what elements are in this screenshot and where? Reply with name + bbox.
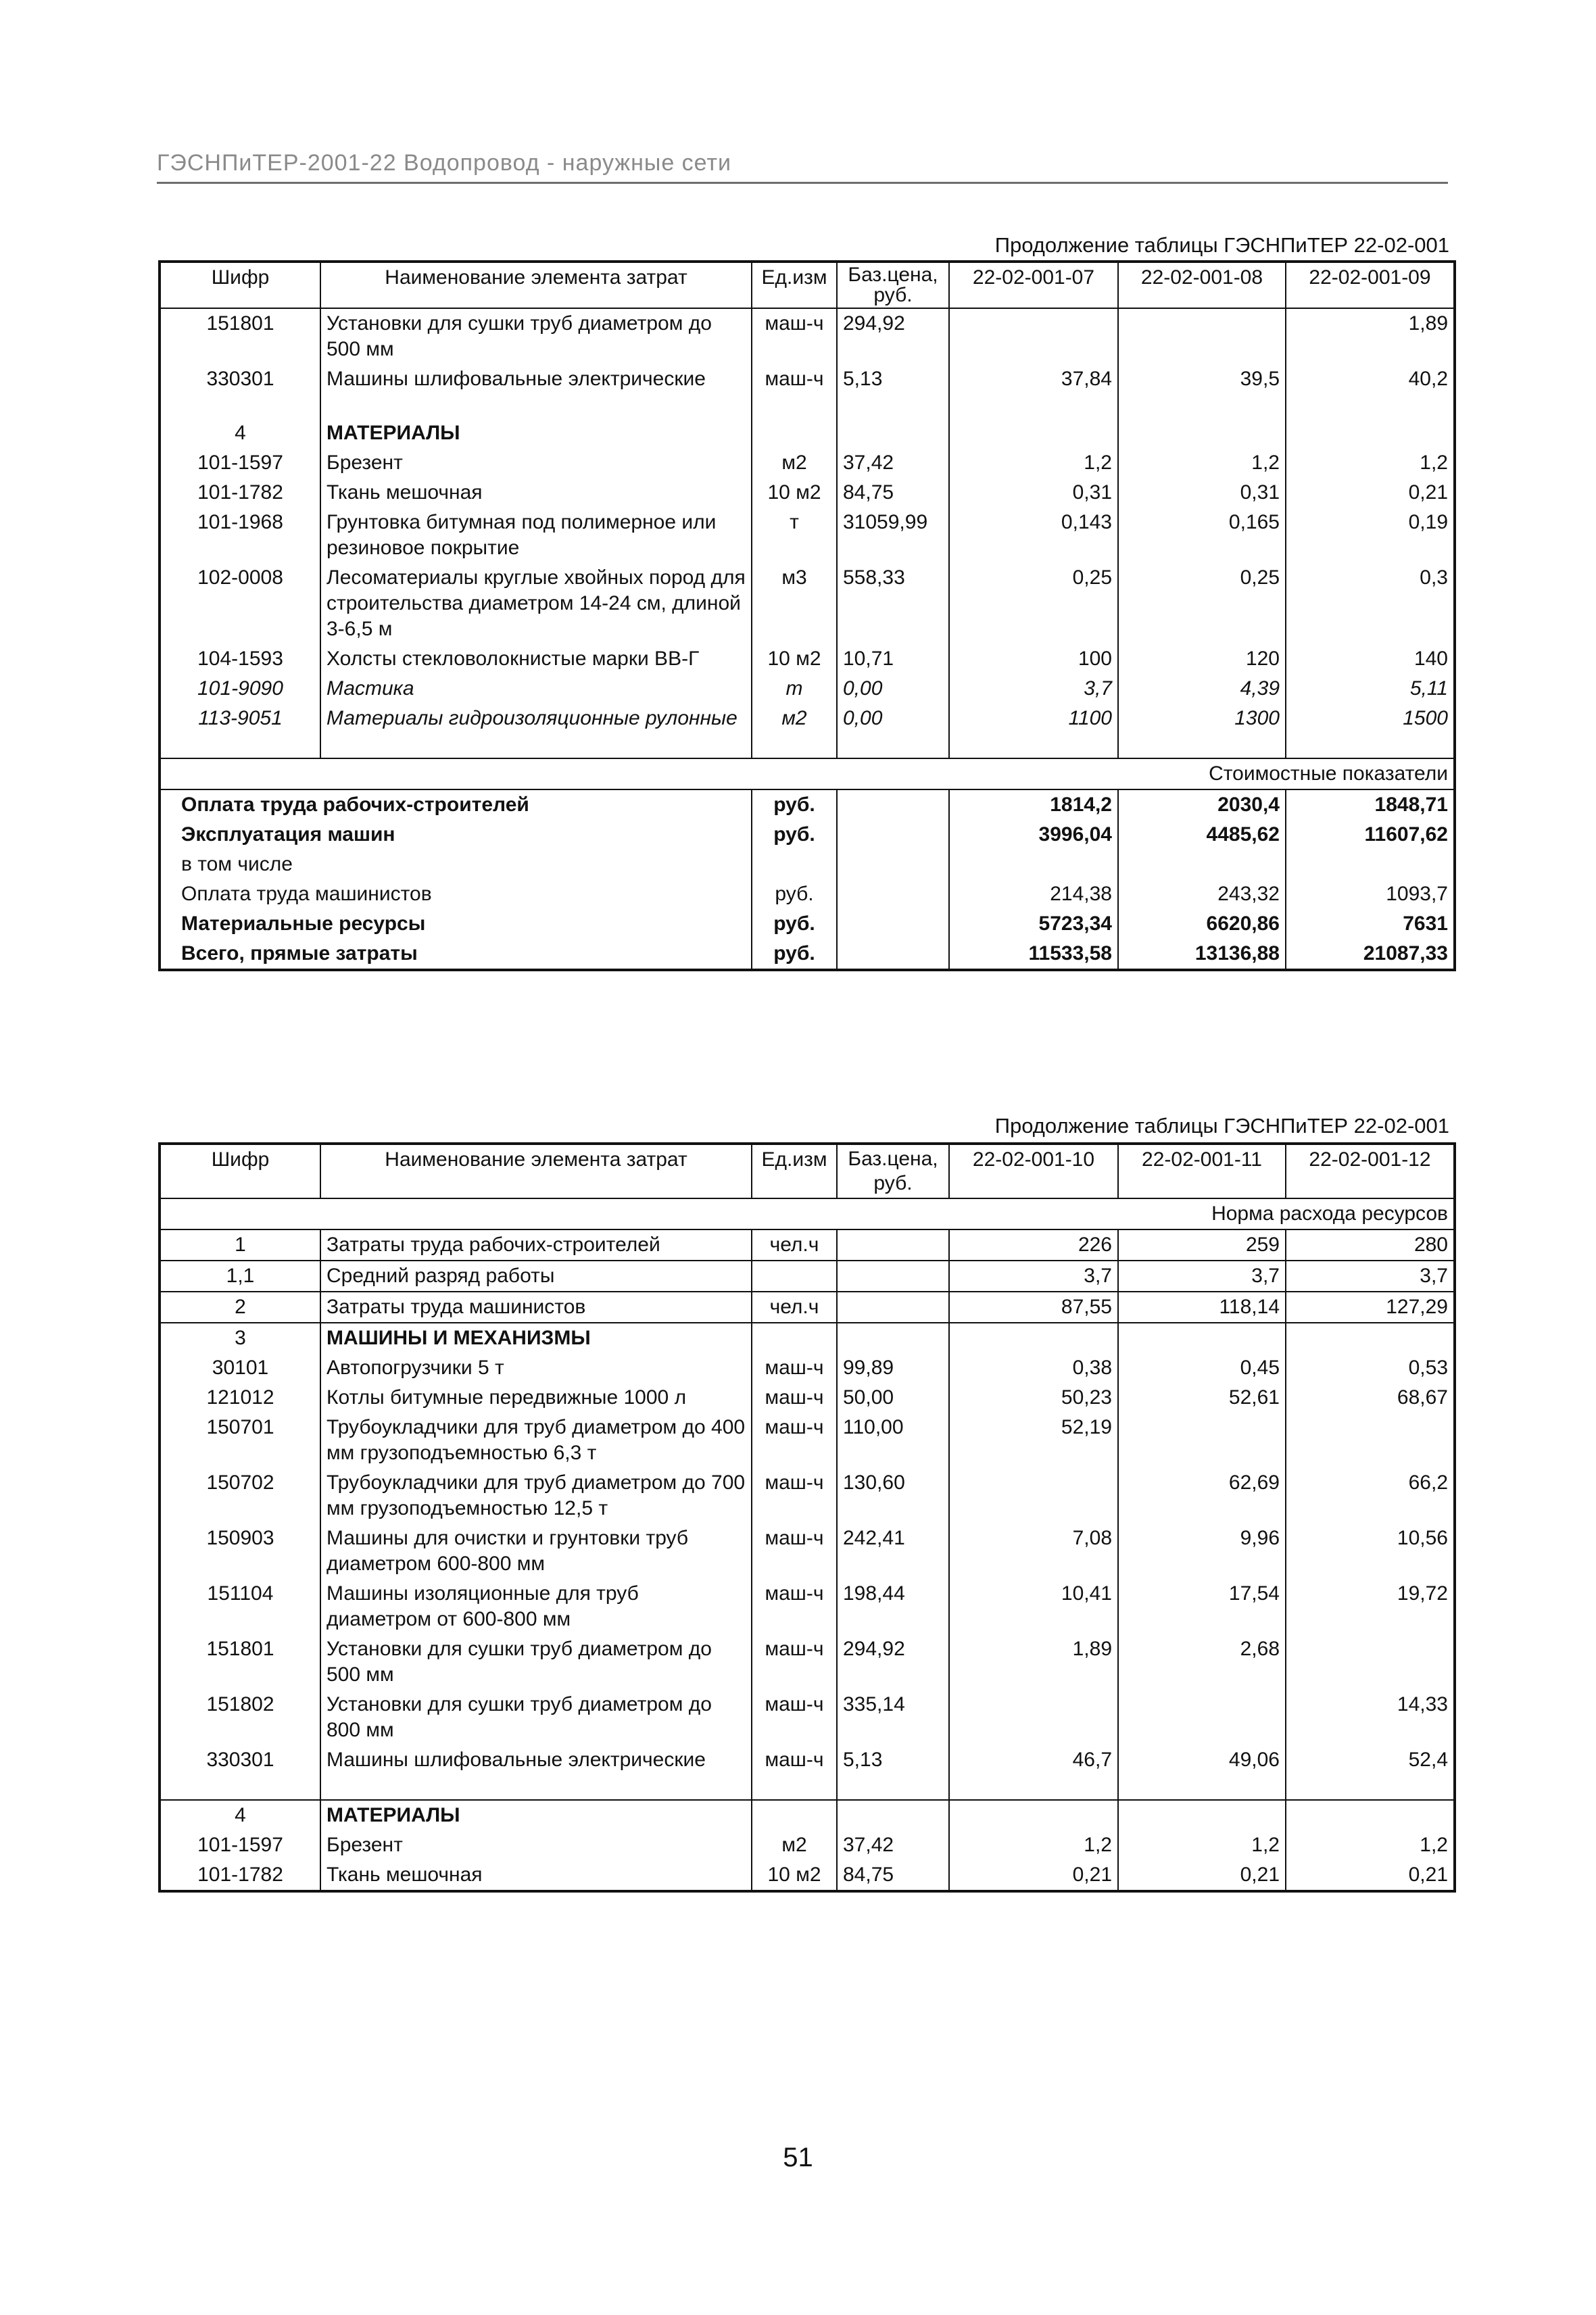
base-price: 242,41 bbox=[837, 1524, 949, 1579]
table-row bbox=[160, 1579, 1455, 1634]
section-code: 3 bbox=[160, 1323, 320, 1353]
base-price: 0,00 bbox=[837, 674, 949, 704]
value-col-3: 19,72 bbox=[1286, 1579, 1455, 1634]
section-row bbox=[160, 1323, 1455, 1353]
value-col-2: 3,7 bbox=[1118, 1261, 1286, 1292]
base-price: 558,33 bbox=[837, 563, 949, 644]
base-price: 198,44 bbox=[837, 1579, 949, 1634]
resource-name: Средний разряд работы bbox=[320, 1261, 752, 1292]
resource-unit bbox=[752, 1261, 837, 1292]
resource-name: Лесоматериалы круглые хвойных пород для строительства диаметром 14-24 см, длиной 3-6,5 м bbox=[320, 563, 752, 644]
value-col-3: 10,56 bbox=[1286, 1524, 1455, 1579]
empty-price bbox=[837, 939, 949, 970]
resource-name: Затраты труда машинистов bbox=[320, 1292, 752, 1323]
section-code: 4 bbox=[160, 418, 320, 448]
value-col-1: 100 bbox=[949, 644, 1118, 674]
col-header: Наименование элемента затрат bbox=[320, 262, 752, 308]
value-col-2: 17,54 bbox=[1118, 1579, 1286, 1634]
col-header: 22-02-001-07 bbox=[949, 262, 1118, 308]
base-price: 37,42 bbox=[837, 1830, 949, 1860]
resource-code: 101-9090 bbox=[160, 674, 320, 704]
col-header: Наименование элемента затрат bbox=[320, 1144, 752, 1198]
resource-name: Трубоукладчики для труб диаметром до 400 мм грузоподъемностью 6,3 т bbox=[320, 1413, 752, 1468]
resource-unit: маш-ч bbox=[752, 1524, 837, 1579]
empty-price bbox=[837, 789, 949, 820]
table-row bbox=[160, 364, 1455, 394]
summary-label: Всего, прямые затраты bbox=[160, 939, 752, 970]
empty-price bbox=[837, 820, 949, 850]
resource-unit: маш-ч bbox=[752, 1383, 837, 1413]
table-row bbox=[160, 478, 1455, 508]
resource-code: 121012 bbox=[160, 1383, 320, 1413]
value-col-1: 1100 bbox=[949, 704, 1118, 733]
resource-code: 113-9051 bbox=[160, 704, 320, 733]
resource-name: Ткань мешочная bbox=[320, 478, 752, 508]
value-col-2: 0,21 bbox=[1118, 1860, 1286, 1891]
summary-row bbox=[160, 879, 1455, 909]
summary-row bbox=[160, 789, 1455, 820]
value-col-1: 7,08 bbox=[949, 1524, 1118, 1579]
resource-unit: м2 bbox=[752, 1830, 837, 1860]
value-col-1: 1,2 bbox=[949, 1830, 1118, 1860]
page-header: ГЭСНПиТЕР-2001-22 Водопровод - наружные сети bbox=[157, 150, 1448, 184]
value-col-3: 68,67 bbox=[1286, 1383, 1455, 1413]
summary-row bbox=[160, 909, 1455, 939]
col-header: Ед.изм bbox=[752, 1144, 837, 1198]
value-col-1: 0,143 bbox=[949, 508, 1118, 563]
summary-unit: руб. bbox=[752, 939, 837, 970]
table-row bbox=[160, 1860, 1455, 1891]
resource-code: 101-1597 bbox=[160, 1830, 320, 1860]
spacer-row bbox=[160, 733, 1455, 758]
resource-unit: м3 bbox=[752, 563, 837, 644]
value-col-3: 1848,71 bbox=[1286, 789, 1455, 820]
table-row bbox=[160, 1634, 1455, 1690]
value-col-1: 0,38 bbox=[949, 1353, 1118, 1383]
value-col-2: 2030,4 bbox=[1118, 789, 1286, 820]
value-col-1: 11533,58 bbox=[949, 939, 1118, 970]
value-col-2: 0,31 bbox=[1118, 478, 1286, 508]
value-col-2: 4,39 bbox=[1118, 674, 1286, 704]
value-col-3 bbox=[1286, 1634, 1455, 1690]
resource-code: 101-1782 bbox=[160, 478, 320, 508]
base-price: 84,75 bbox=[837, 1860, 949, 1891]
value-col-3: 1,2 bbox=[1286, 448, 1455, 478]
resource-code: 151801 bbox=[160, 1634, 320, 1690]
value-col-2: 6620,86 bbox=[1118, 909, 1286, 939]
resource-code: 151801 bbox=[160, 308, 320, 364]
cost-indicators-row bbox=[160, 758, 1455, 789]
resource-unit: маш-ч bbox=[752, 1634, 837, 1690]
table-row bbox=[160, 1745, 1455, 1775]
resource-name: Машины изоляционные для труб диаметром от 600-800 мм bbox=[320, 1579, 752, 1634]
section-title: МАТЕРИАЛЫ bbox=[320, 1800, 752, 1830]
resource-unit: 10 м2 bbox=[752, 1860, 837, 1891]
table2-continuation: Продолжение таблицы ГЭСНПиТЕР 22-02-001 bbox=[994, 1114, 1449, 1138]
col-header: 22-02-001-11 bbox=[1118, 1144, 1286, 1198]
resource-name: Установки для сушки труб диаметром до 500 мм bbox=[320, 1634, 752, 1690]
resource-name: Грунтовка битумная под полимерное или резиновое покрытие bbox=[320, 508, 752, 563]
value-col-3: 21087,33 bbox=[1286, 939, 1455, 970]
value-col-1: 3,7 bbox=[949, 674, 1118, 704]
section-title: МАТЕРИАЛЫ bbox=[320, 418, 752, 448]
table1-header-row bbox=[160, 262, 1455, 308]
value-col-2: 0,165 bbox=[1118, 508, 1286, 563]
resource-code: 30101 bbox=[160, 1353, 320, 1383]
resource-name: Брезент bbox=[320, 448, 752, 478]
value-col-2 bbox=[1118, 1690, 1286, 1745]
resource-unit: маш-ч bbox=[752, 1468, 837, 1524]
resource-name: Машины для очистки и грунтовки труб диаметром 600-800 мм bbox=[320, 1524, 752, 1579]
value-col-3: 0,21 bbox=[1286, 478, 1455, 508]
resource-name: Котлы битумные передвижные 1000 л bbox=[320, 1383, 752, 1413]
table-row bbox=[160, 1229, 1455, 1261]
value-col-2 bbox=[1118, 850, 1286, 879]
resource-unit: чел.ч bbox=[752, 1292, 837, 1323]
resource-unit: маш-ч bbox=[752, 364, 837, 394]
value-col-1 bbox=[949, 308, 1118, 364]
empty-price bbox=[837, 850, 949, 879]
resource-unit: т bbox=[752, 508, 837, 563]
value-col-3 bbox=[1286, 1413, 1455, 1468]
table-row bbox=[160, 508, 1455, 563]
resource-unit: м2 bbox=[752, 704, 837, 733]
resource-name: Затраты труда рабочих-строителей bbox=[320, 1229, 752, 1261]
resource-name: Установки для сушки труб диаметром до 500 мм bbox=[320, 308, 752, 364]
section-row bbox=[160, 1800, 1455, 1830]
table-row bbox=[160, 704, 1455, 733]
value-col-3: 1093,7 bbox=[1286, 879, 1455, 909]
resource-code: 104-1593 bbox=[160, 644, 320, 674]
value-col-1: 1814,2 bbox=[949, 789, 1118, 820]
value-col-2 bbox=[1118, 1413, 1286, 1468]
value-col-1: 10,41 bbox=[949, 1579, 1118, 1634]
norm-label-row bbox=[160, 1198, 1455, 1229]
norm-label: Норма расхода ресурсов bbox=[160, 1198, 1455, 1229]
base-price bbox=[837, 1229, 949, 1261]
resource-unit: 10 м2 bbox=[752, 478, 837, 508]
col-header: Баз.цена, руб. bbox=[837, 1144, 949, 1198]
table-row bbox=[160, 644, 1455, 674]
summary-row bbox=[160, 939, 1455, 970]
value-col-1: 1,89 bbox=[949, 1634, 1118, 1690]
col-header: 22-02-001-10 bbox=[949, 1144, 1118, 1198]
value-col-2: 118,14 bbox=[1118, 1292, 1286, 1323]
resource-code: 330301 bbox=[160, 364, 320, 394]
page-number: 51 bbox=[783, 2143, 813, 2172]
value-col-1 bbox=[949, 1468, 1118, 1524]
value-col-2: 2,68 bbox=[1118, 1634, 1286, 1690]
base-price: 50,00 bbox=[837, 1383, 949, 1413]
value-col-2: 9,96 bbox=[1118, 1524, 1286, 1579]
base-price: 84,75 bbox=[837, 478, 949, 508]
summary-label: Оплата труда машинистов bbox=[160, 879, 752, 909]
col-header: Баз.цена, руб. bbox=[837, 262, 949, 308]
resource-unit: маш-ч bbox=[752, 1579, 837, 1634]
summary-label: в том числе bbox=[160, 850, 752, 879]
value-col-2: 0,25 bbox=[1118, 563, 1286, 644]
resource-name: Автопогрузчики 5 т bbox=[320, 1353, 752, 1383]
spacer-row bbox=[160, 394, 1455, 418]
value-col-1: 46,7 bbox=[949, 1745, 1118, 1775]
value-col-2: 62,69 bbox=[1118, 1468, 1286, 1524]
table-row bbox=[160, 1353, 1455, 1383]
value-col-3: 1,89 bbox=[1286, 308, 1455, 364]
summary-label: Оплата труда рабочих-строителей bbox=[160, 789, 752, 820]
value-col-2: 120 bbox=[1118, 644, 1286, 674]
resource-name: Холсты стекловолокнистые марки ВВ-Г bbox=[320, 644, 752, 674]
base-price: 5,13 bbox=[837, 364, 949, 394]
col-header: 22-02-001-12 bbox=[1286, 1144, 1455, 1198]
resource-code: 101-1968 bbox=[160, 508, 320, 563]
resource-unit: маш-ч bbox=[752, 1353, 837, 1383]
resource-code: 102-0008 bbox=[160, 563, 320, 644]
value-col-2: 13136,88 bbox=[1118, 939, 1286, 970]
value-col-1: 3996,04 bbox=[949, 820, 1118, 850]
summary-label: Материальные ресурсы bbox=[160, 909, 752, 939]
table-row bbox=[160, 1413, 1455, 1468]
table2-header-row bbox=[160, 1144, 1455, 1198]
table1-continuation: Продолжение таблицы ГЭСНПиТЕР 22-02-001 bbox=[994, 233, 1449, 257]
value-col-3: 11607,62 bbox=[1286, 820, 1455, 850]
resource-code: 101-1782 bbox=[160, 1860, 320, 1891]
resource-unit: маш-ч bbox=[752, 1745, 837, 1775]
table-row bbox=[160, 1261, 1455, 1292]
value-col-2 bbox=[1118, 308, 1286, 364]
table-row bbox=[160, 308, 1455, 364]
resource-name: Брезент bbox=[320, 1830, 752, 1860]
resource-code: 150903 bbox=[160, 1524, 320, 1579]
empty-price bbox=[837, 909, 949, 939]
value-col-3: 14,33 bbox=[1286, 1690, 1455, 1745]
summary-unit: руб. bbox=[752, 879, 837, 909]
base-price: 37,42 bbox=[837, 448, 949, 478]
table-row bbox=[160, 1383, 1455, 1413]
value-col-3: 5,11 bbox=[1286, 674, 1455, 704]
base-price: 335,14 bbox=[837, 1690, 949, 1745]
value-col-1: 0,31 bbox=[949, 478, 1118, 508]
value-col-3: 52,4 bbox=[1286, 1745, 1455, 1775]
value-col-1 bbox=[949, 850, 1118, 879]
value-col-3: 280 bbox=[1286, 1229, 1455, 1261]
value-col-3: 7631 bbox=[1286, 909, 1455, 939]
resource-name: Трубоукладчики для труб диаметром до 700 мм грузоподъемностью 12,5 т bbox=[320, 1468, 752, 1524]
resource-name: Материалы гидроизоляционные рулонные bbox=[320, 704, 752, 733]
resource-unit: 10 м2 bbox=[752, 644, 837, 674]
value-col-3: 0,19 bbox=[1286, 508, 1455, 563]
value-col-3: 66,2 bbox=[1286, 1468, 1455, 1524]
value-col-2: 1300 bbox=[1118, 704, 1286, 733]
summary-unit bbox=[752, 850, 837, 879]
value-col-3: 40,2 bbox=[1286, 364, 1455, 394]
value-col-2: 4485,62 bbox=[1118, 820, 1286, 850]
value-col-2: 49,06 bbox=[1118, 1745, 1286, 1775]
value-col-3 bbox=[1286, 850, 1455, 879]
summary-unit: руб. bbox=[752, 789, 837, 820]
resource-unit: маш-ч bbox=[752, 308, 837, 364]
summary-unit: руб. bbox=[752, 909, 837, 939]
section-code: 4 bbox=[160, 1800, 320, 1830]
resource-code: 151802 bbox=[160, 1690, 320, 1745]
table-row bbox=[160, 1292, 1455, 1323]
value-col-3: 140 bbox=[1286, 644, 1455, 674]
table-row bbox=[160, 563, 1455, 644]
base-price: 31059,99 bbox=[837, 508, 949, 563]
table2 bbox=[158, 1142, 1456, 1893]
value-col-1: 52,19 bbox=[949, 1413, 1118, 1468]
value-col-1: 226 bbox=[949, 1229, 1118, 1261]
resource-unit: чел.ч bbox=[752, 1229, 837, 1261]
table1 bbox=[158, 260, 1456, 971]
value-col-3: 0,3 bbox=[1286, 563, 1455, 644]
value-col-2: 1,2 bbox=[1118, 1830, 1286, 1860]
table-row bbox=[160, 674, 1455, 704]
col-header: Ед.изм bbox=[752, 262, 837, 308]
value-col-3: 1,2 bbox=[1286, 1830, 1455, 1860]
resource-code: 151104 bbox=[160, 1579, 320, 1634]
value-col-2: 243,32 bbox=[1118, 879, 1286, 909]
value-col-2: 39,5 bbox=[1118, 364, 1286, 394]
resource-name: Машины шлифовальные электрические bbox=[320, 364, 752, 394]
resource-code: 2 bbox=[160, 1292, 320, 1323]
resource-code: 150702 bbox=[160, 1468, 320, 1524]
cost-indicators-label: Стоимостные показатели bbox=[160, 758, 1455, 789]
resource-unit: м2 bbox=[752, 448, 837, 478]
value-col-1: 5723,34 bbox=[949, 909, 1118, 939]
col-header: 22-02-001-09 bbox=[1286, 262, 1455, 308]
value-col-1: 50,23 bbox=[949, 1383, 1118, 1413]
value-col-1 bbox=[949, 1690, 1118, 1745]
value-col-3: 0,21 bbox=[1286, 1860, 1455, 1891]
base-price: 5,13 bbox=[837, 1745, 949, 1775]
resource-name: Установки для сушки труб диаметром до 800 мм bbox=[320, 1690, 752, 1745]
resource-unit: маш-ч bbox=[752, 1690, 837, 1745]
value-col-1: 0,21 bbox=[949, 1860, 1118, 1891]
base-price: 294,92 bbox=[837, 308, 949, 364]
resource-code: 150701 bbox=[160, 1413, 320, 1468]
table-row bbox=[160, 448, 1455, 478]
resource-code: 1,1 bbox=[160, 1261, 320, 1292]
section-row bbox=[160, 418, 1455, 448]
summary-unit: руб. bbox=[752, 820, 837, 850]
base-price: 294,92 bbox=[837, 1634, 949, 1690]
value-col-1: 87,55 bbox=[949, 1292, 1118, 1323]
value-col-2: 0,45 bbox=[1118, 1353, 1286, 1383]
resource-name: Мастика bbox=[320, 674, 752, 704]
resource-name: Ткань мешочная bbox=[320, 1860, 752, 1891]
value-col-1: 3,7 bbox=[949, 1261, 1118, 1292]
table-row bbox=[160, 1524, 1455, 1579]
summary-row bbox=[160, 850, 1455, 879]
value-col-2: 1,2 bbox=[1118, 448, 1286, 478]
spacer-row bbox=[160, 1775, 1455, 1800]
value-col-3: 0,53 bbox=[1286, 1353, 1455, 1383]
base-price: 10,71 bbox=[837, 644, 949, 674]
value-col-1: 37,84 bbox=[949, 364, 1118, 394]
resource-name: Машины шлифовальные электрические bbox=[320, 1745, 752, 1775]
resource-code: 1 bbox=[160, 1229, 320, 1261]
table-row bbox=[160, 1830, 1455, 1860]
base-price: 99,89 bbox=[837, 1353, 949, 1383]
table-row bbox=[160, 1468, 1455, 1524]
resource-code: 330301 bbox=[160, 1745, 320, 1775]
resource-unit: маш-ч bbox=[752, 1413, 837, 1468]
empty-price bbox=[837, 879, 949, 909]
resource-code: 101-1597 bbox=[160, 448, 320, 478]
summary-label: Эксплуатация машин bbox=[160, 820, 752, 850]
col-header: Шифр bbox=[160, 1144, 320, 1198]
base-price: 130,60 bbox=[837, 1468, 949, 1524]
base-price bbox=[837, 1292, 949, 1323]
table-row bbox=[160, 1690, 1455, 1745]
value-col-3: 1500 bbox=[1286, 704, 1455, 733]
value-col-3: 3,7 bbox=[1286, 1261, 1455, 1292]
base-price: 0,00 bbox=[837, 704, 949, 733]
value-col-1: 214,38 bbox=[949, 879, 1118, 909]
resource-unit: т bbox=[752, 674, 837, 704]
value-col-1: 1,2 bbox=[949, 448, 1118, 478]
col-header: 22-02-001-08 bbox=[1118, 262, 1286, 308]
summary-row bbox=[160, 820, 1455, 850]
value-col-2: 52,61 bbox=[1118, 1383, 1286, 1413]
value-col-2: 259 bbox=[1118, 1229, 1286, 1261]
section-title: МАШИНЫ И МЕХАНИЗМЫ bbox=[320, 1323, 752, 1353]
base-price bbox=[837, 1261, 949, 1292]
value-col-3: 127,29 bbox=[1286, 1292, 1455, 1323]
col-header: Шифр bbox=[160, 262, 320, 308]
base-price: 110,00 bbox=[837, 1413, 949, 1468]
value-col-1: 0,25 bbox=[949, 563, 1118, 644]
